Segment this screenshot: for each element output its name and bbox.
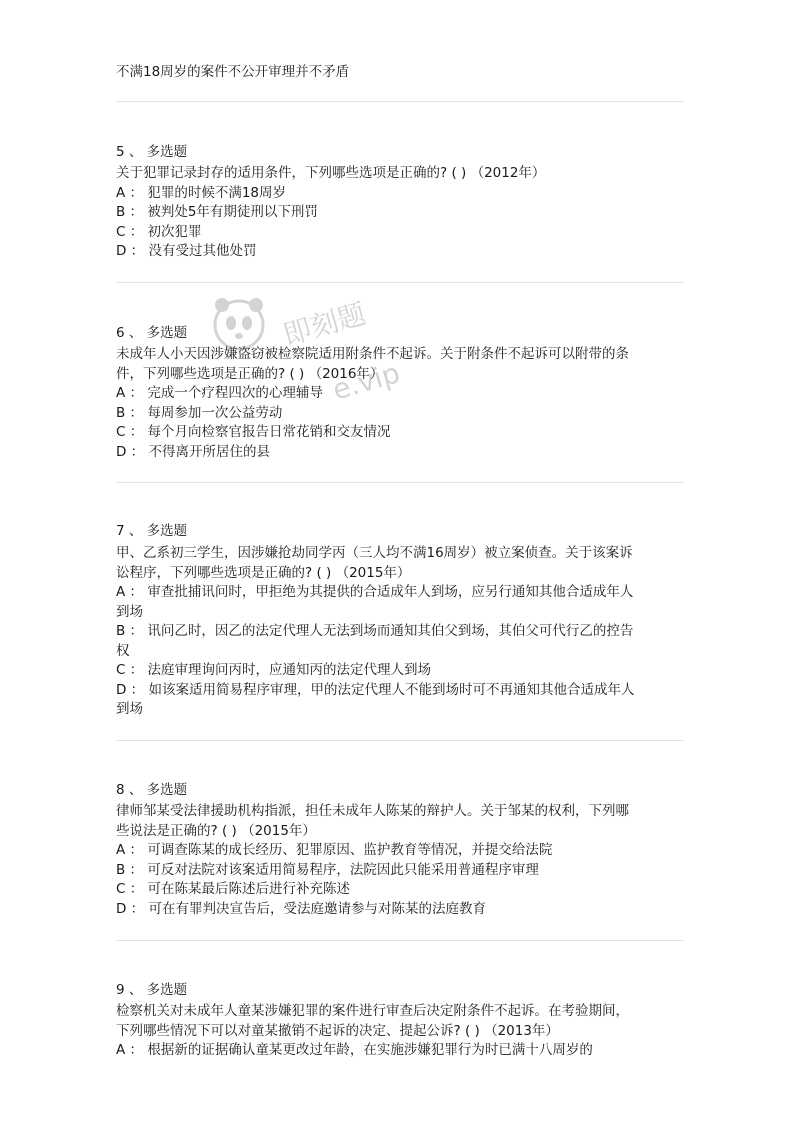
question-header: 6 、 多选题 bbox=[116, 325, 188, 341]
option-C: C ： 法庭审理询问丙时，应通知丙的法定代理人到场 bbox=[116, 662, 432, 678]
option-D: 到场 bbox=[116, 701, 143, 717]
option-D: D ： 如该案适用简易程序审理，甲的法定代理人不能到场时可不再通知其他合适成年人 bbox=[116, 681, 635, 698]
option-A: A ： 根据新的证据确认童某更改过年龄，在实施涉嫌犯罪行为时已满十八周岁的 bbox=[116, 1042, 593, 1058]
question-stem: 未成年人小天因涉嫌盗窃被检察院适用附条件不起诉。关于附条件不起诉可以附带的条 bbox=[116, 346, 629, 362]
question-stem: 些说法是正确的? ( ) （2015年） bbox=[116, 822, 316, 839]
question-stem: 下列哪些情况下可以对童某撤销不起诉的决定、提起公诉? ( ) （2013年） bbox=[116, 1022, 559, 1039]
question-stem: 甲、乙系初三学生，因涉嫌抢劫同学丙（三人均不满16周岁）被立案侦查。关于该案诉 bbox=[116, 545, 633, 561]
option-B: B ： 可反对法院对该案适用简易程序，法院因此只能采用普通程序审理 bbox=[116, 861, 539, 878]
section-divider bbox=[116, 482, 684, 483]
option-A: 到场 bbox=[116, 603, 143, 620]
section-divider bbox=[116, 740, 684, 741]
option-B: B ： 讯问乙时，因乙的法定代理人无法到场而通知其伯父到场，其伯父可代行乙的控告 bbox=[116, 623, 634, 639]
question-stem: 关于犯罪记录封存的适用条件，下列哪些选项是正确的? ( ) （2012年） bbox=[116, 165, 546, 181]
watermark-text-2: e.vip bbox=[328, 356, 404, 407]
option-B: 权 bbox=[116, 642, 130, 659]
question-stem: 讼程序，下列哪些选项是正确的? ( ) （2015年） bbox=[116, 564, 411, 581]
option-A: A ： 审查批捕讯问时，甲拒绝为其提供的合适成年人到场，应另行通知其他合适成年人 bbox=[116, 584, 634, 600]
option-A: A ： 可调查陈某的成长经历、犯罪原因、监护教育等情况，并提交给法院 bbox=[116, 842, 553, 858]
option-C: C ： 可在陈某最后陈述后进行补充陈述 bbox=[116, 881, 351, 897]
section-divider bbox=[116, 282, 684, 283]
question-header: 7 、 多选题 bbox=[116, 523, 188, 539]
option-A: A ： 完成一个疗程四次的心理辅导 bbox=[116, 385, 323, 401]
section-divider bbox=[116, 101, 684, 102]
option-D: D ： 没有受过其他处罚 bbox=[116, 243, 257, 259]
question-stem: 检察机关对未成年人童某涉嫌犯罪的案件进行审查后决定附条件不起诉。在考验期间， bbox=[116, 1003, 629, 1019]
option-C: C ： 初次犯罪 bbox=[116, 223, 202, 240]
question-header: 9 、 多选题 bbox=[116, 982, 188, 998]
section-divider bbox=[116, 940, 684, 941]
option-A: A ： 犯罪的时候不满18周岁 bbox=[116, 184, 286, 201]
watermark-text-1: 即刻题 bbox=[279, 297, 370, 352]
option-B: B ： 被判处5年有期徒刑以下刑罚 bbox=[116, 204, 318, 220]
question-header: 8 、 多选题 bbox=[116, 782, 188, 798]
question-stem: 件，下列哪些选项是正确的? ( ) （2016年） bbox=[116, 365, 384, 382]
question-stem: 律师邹某受法律援助机构指派，担任未成年人陈某的辩护人。关于邹某的权利，下列哪 bbox=[116, 803, 629, 819]
option-C: C ： 每个月向检察官报告日常花销和交友情况 bbox=[116, 424, 391, 440]
option-D: D ： 不得离开所居住的县 bbox=[116, 443, 270, 460]
carryover-text: 不满18周岁的案件不公开审理并不矛盾 bbox=[116, 64, 350, 80]
option-B: B ： 每周参加一次公益劳动 bbox=[116, 404, 283, 421]
option-D: D ： 可在有罪判决宣告后，受法庭邀请参与对陈某的法庭教育 bbox=[116, 900, 486, 917]
question-header: 5 、 多选题 bbox=[116, 144, 188, 160]
